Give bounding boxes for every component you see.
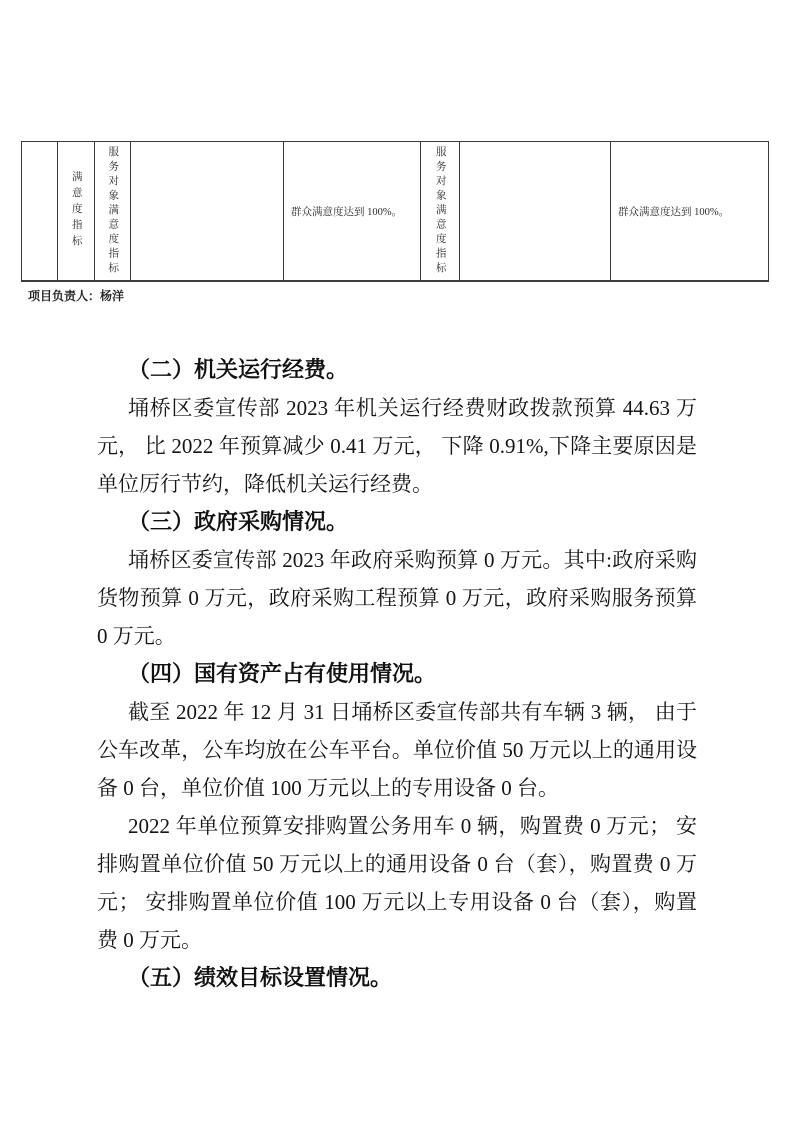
vertical-cell-text: 服务对象满意度指标 xyxy=(434,145,446,277)
paragraph-state-assets-1: 截至 2022 年 12 月 31 日埇桥区委宣传部共有车辆 3 辆， 由于公车改革，公车均放在公车平台。单位价值 50 万元以上的通用设备 0 台，单位价值 100 万元以上的专用设备 0 台。 xyxy=(97,700,697,800)
document-body xyxy=(97,351,697,997)
paragraph-state-assets-2: 2022 年单位预算安排购置公务用车 0 辆，购置费 0 万元； 安排购置单位价值 50 万元以上的通用设备 0 台（套），购置费 0 万元； 安排购置单位价值 100 万元以上专用设备 0 台（套），购置费 0 万元。 xyxy=(97,814,697,952)
performance-indicator-table xyxy=(21,141,769,282)
table-cell-satisfaction-target: 群众满意度达到 100%。 xyxy=(284,142,421,280)
paragraph-operating-expenses: 埇桥区委宣传部 2023 年机关运行经费财政拨款预算 44.63 万元， 比 2022 年预算减少 0.41 万元， 下降 0.91%,下降主要原因是单位厉行节约，降低机关运行经费。 xyxy=(97,396,697,496)
table-cell-satisfaction-target: 群众满意度达到 100%。 xyxy=(618,206,730,218)
table-cell-empty xyxy=(131,142,284,280)
table-cell-service-target-satisfaction xyxy=(95,142,131,280)
table-cell-service-target-satisfaction xyxy=(421,142,460,280)
section-heading-performance-targets: （五）绩效目标设置情况。 xyxy=(128,965,393,990)
table-cell-empty xyxy=(460,142,611,280)
table-cell-satisfaction-indicator xyxy=(58,142,95,280)
vertical-cell-text: 服务对象满意度指标 xyxy=(107,145,119,277)
paragraph-procurement: 埇桥区委宣传部 2023 年政府采购预算 0 万元。其中:政府采购货物预算 0 万元，政府采购工程预算 0 万元，政府采购服务预算 0 万元。 xyxy=(97,548,697,648)
section-heading-state-assets: （四）国有资产占有使用情况。 xyxy=(128,661,437,686)
vertical-cell-text: 满意度指标 xyxy=(70,171,82,251)
table-cell-empty xyxy=(22,142,58,280)
section-heading-government-procurement: （三）政府采购情况。 xyxy=(128,509,349,534)
section-heading-agency-operating-expenses: （二）机关运行经费。 xyxy=(128,357,349,382)
project-leader-label: 项目负责人：杨洋 xyxy=(28,289,125,303)
